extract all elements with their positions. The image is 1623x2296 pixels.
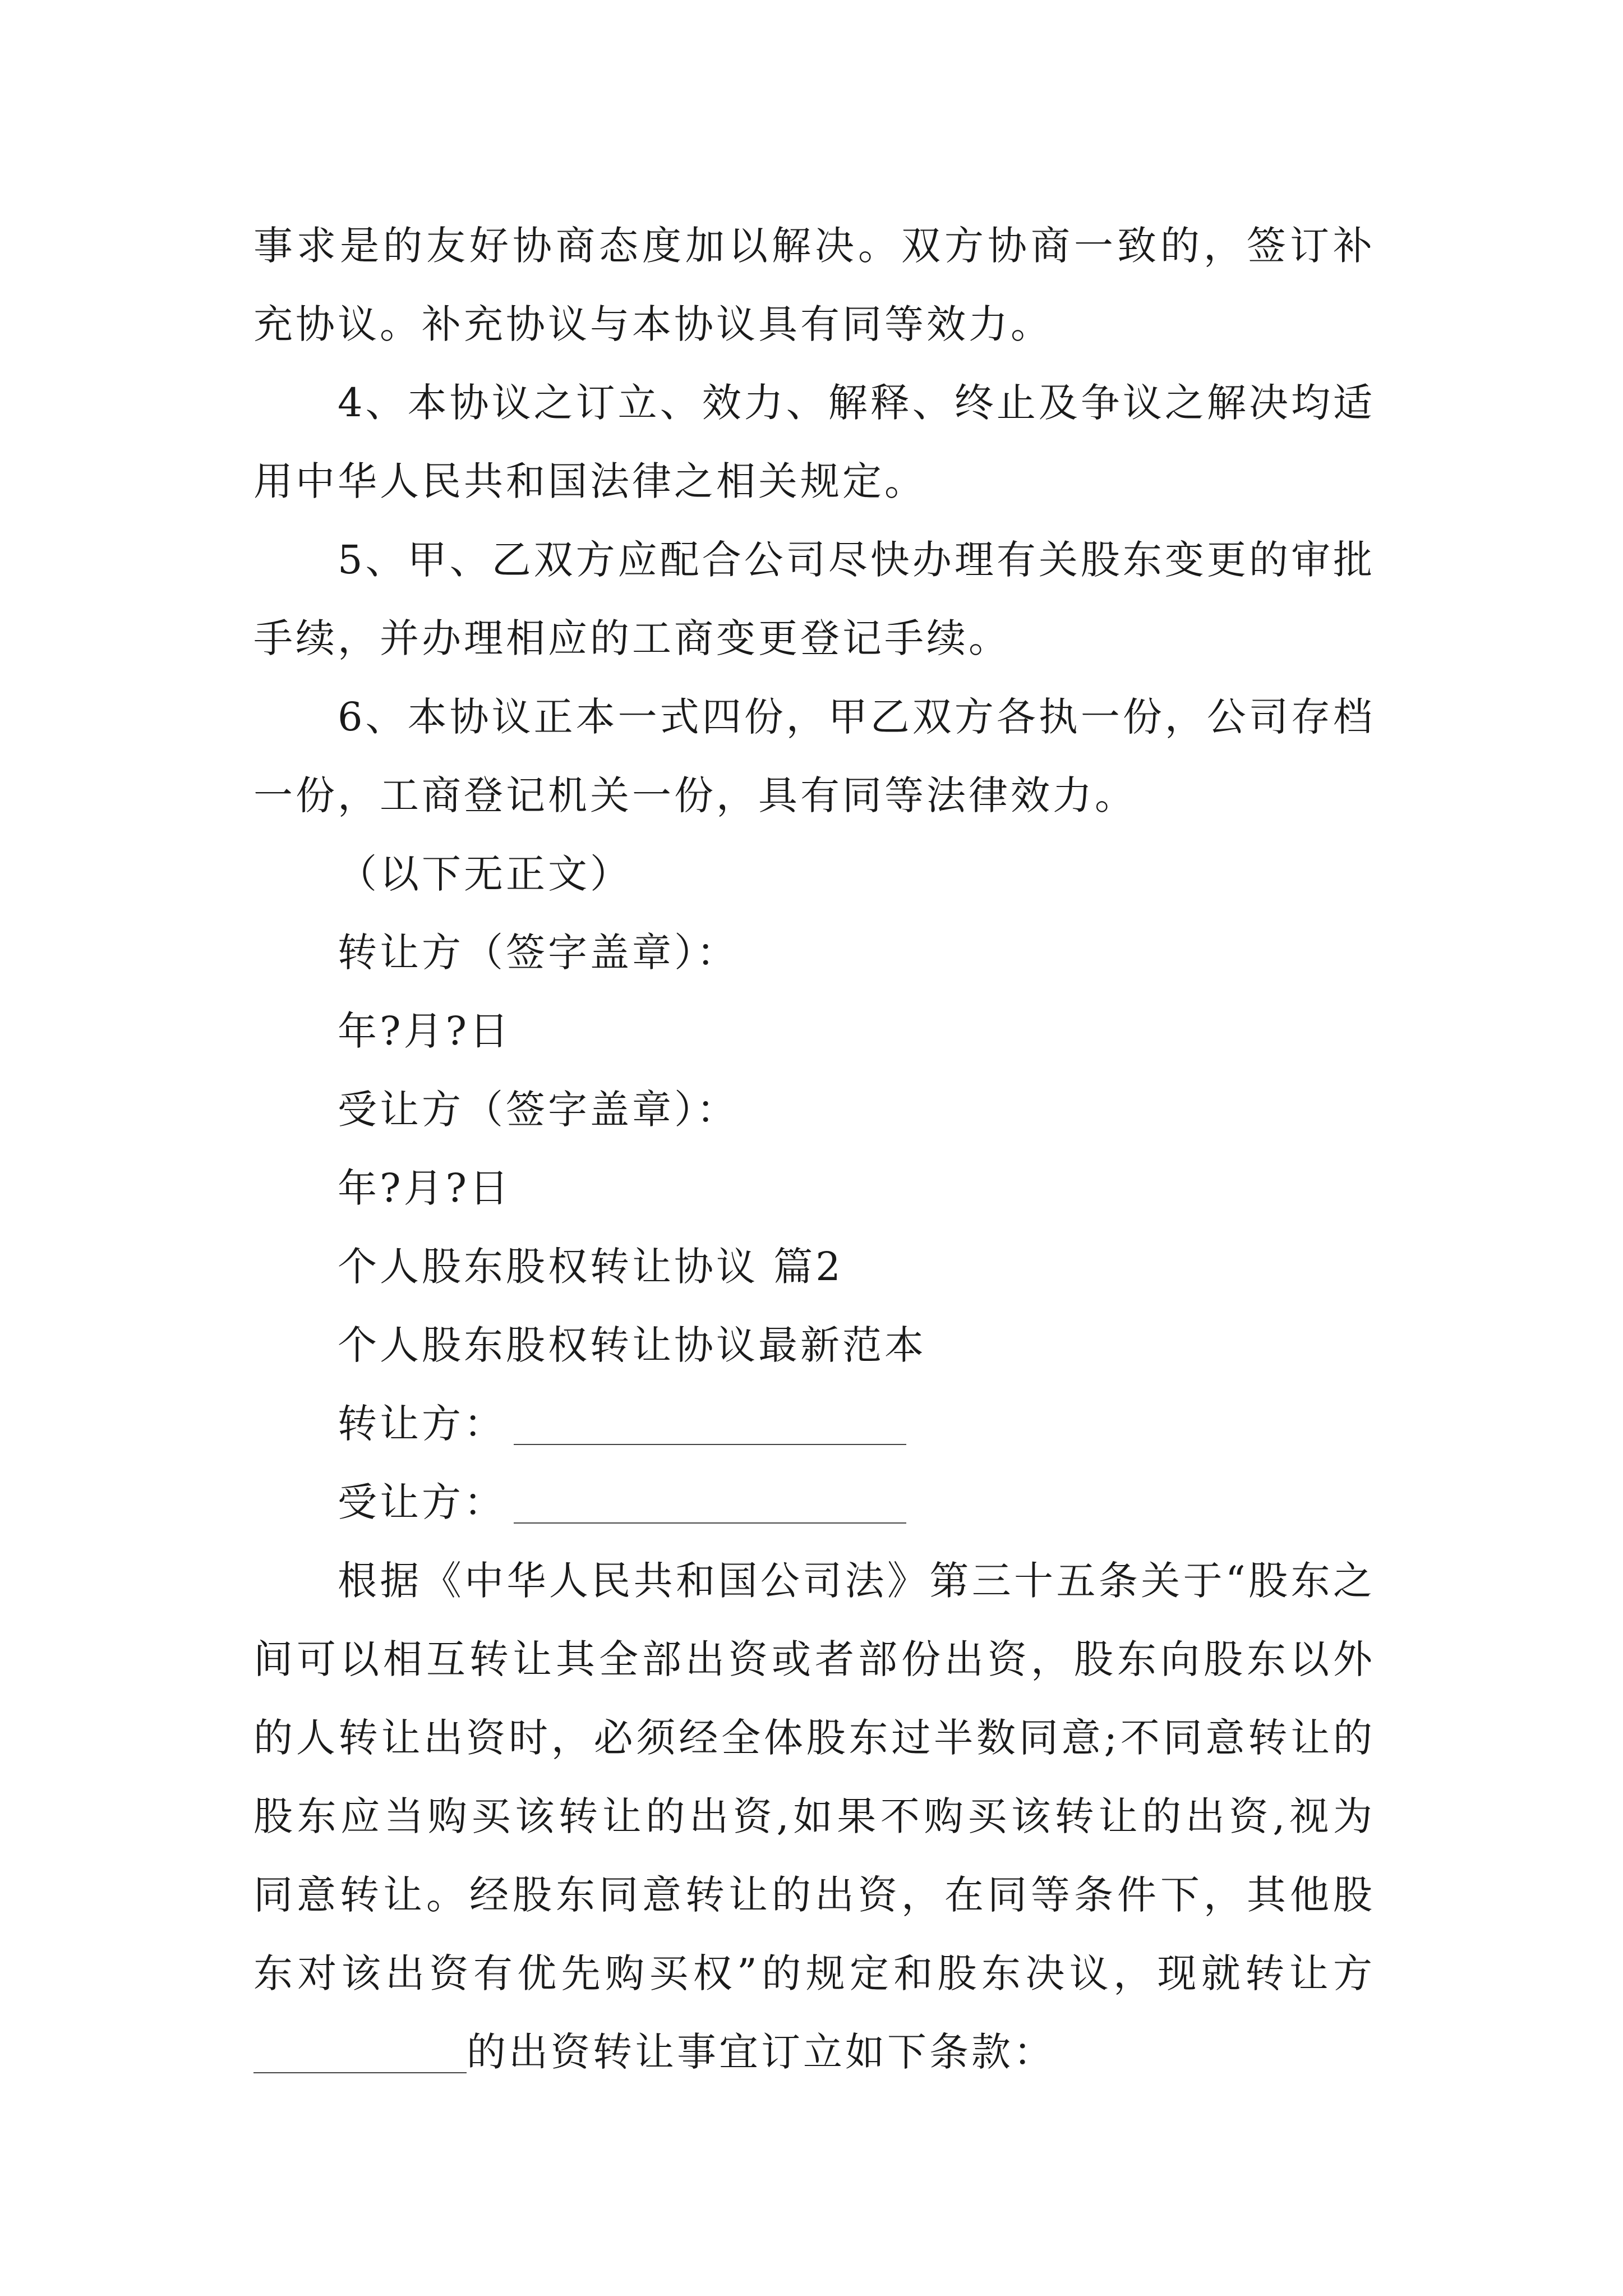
- paragraph-company-law: [253, 1542, 1375, 2091]
- transferor-label: 转让方：: [338, 1401, 506, 1447]
- paragraph-clause-5: 5、甲、乙双方应配合公司尽快办理有关股东变更的审批手续，并办理相应的工商变更登记手续。: [253, 537, 1375, 661]
- document-body: [253, 206, 1375, 2091]
- paragraph-resolve-disputes: 事求是的友好协商态度加以解决。双方协商一致的，签订补充协议。补充协议与本协议具有同等效力。: [253, 223, 1375, 347]
- transferor-blank: [514, 1410, 906, 1445]
- transferee-label: 受让方：: [338, 1479, 506, 1525]
- company-law-text: 根据《中华人民共和国公司法》第三十五条关于“股东之间可以相互转让其全部出资或者部份出资，股东向股东以外的人转让出资时，必须经全体股东过半数同意;不同意转让的股东应当购买该转让的出资,如果不购买该转让的出资,视为同意转让。经股东同意转让的出资，在同等条件下，其他股东对该出资有优先购买权”的规定和股东决议，现就转让方: [253, 1558, 1375, 1996]
- transferee-signature-line: 受让方（签字盖章）：: [338, 1087, 739, 1133]
- section-title: 个人股东股权转让协议 篇2: [338, 1244, 843, 1290]
- no-further-text-note: （以下无正文）: [338, 851, 632, 897]
- paragraph-clause-4: 4、本协议之订立、效力、解释、终止及争议之解决均适用中华人民共和国法律之相关规定。: [253, 380, 1375, 504]
- paragraph-clause-6: 6、本协议正本一式四份，甲乙双方各执一份，公司存档一份，工商登记机关一份，具有同等法律效力。: [253, 694, 1375, 818]
- company-law-tail: 的出资转让事宜订立如下条款：: [467, 2029, 1055, 2075]
- transferee-blank: [514, 1489, 906, 1524]
- transferee-field: [253, 1463, 1375, 1542]
- transferor-date-line: 年?月?日: [338, 1008, 512, 1054]
- transferor-signature-line: 转让方（签字盖章）：: [338, 930, 739, 976]
- transferor-name-blank: [253, 2039, 467, 2073]
- transferor-field: [253, 1384, 1375, 1463]
- section-subtitle: 个人股东股权转让协议最新范本: [338, 1322, 926, 1368]
- transferee-date-line: 年?月?日: [338, 1165, 512, 1211]
